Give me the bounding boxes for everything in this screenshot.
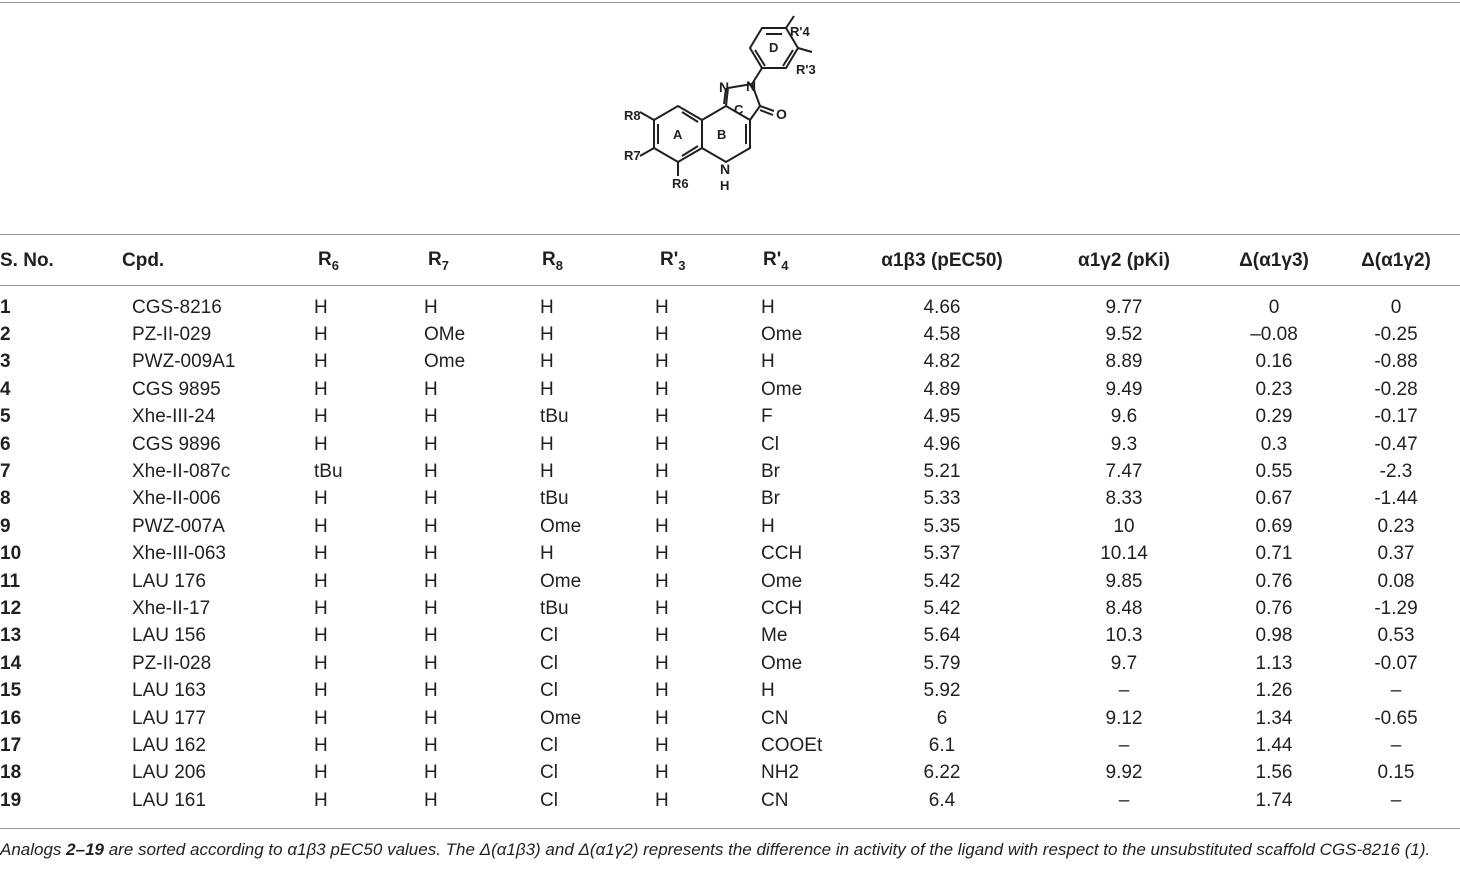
- cell-delta-a1g2: 0.37: [1377, 543, 1415, 565]
- cell-sno: 2: [0, 324, 11, 346]
- cell-r7: H: [424, 543, 438, 565]
- cell-delta-a1g3: 0.76: [1255, 597, 1293, 619]
- cell-a1b3: 5.37: [923, 543, 961, 565]
- cell-r8: H: [540, 461, 554, 483]
- cell-r4p: CN: [761, 789, 789, 811]
- cell-cpd: PZ-II-029: [132, 324, 212, 346]
- cell-sno: 1: [0, 296, 11, 318]
- cell-delta-a1g3: 1.34: [1255, 707, 1293, 729]
- cell-r7: H: [424, 789, 438, 811]
- cell-delta-a1g3: 0.67: [1255, 488, 1293, 510]
- cell-delta-a1g2: 0.53: [1377, 625, 1415, 647]
- cell-delta-a1g3: 0.3: [1260, 433, 1288, 455]
- header-r4p: $R'_4$: [763, 249, 789, 273]
- cell-r6: H: [314, 296, 328, 318]
- cell-sno: 14: [0, 652, 22, 674]
- atom-nh-n: N: [720, 161, 731, 177]
- cell-a1b3: 5.42: [923, 570, 961, 592]
- cell-r8: Ome: [540, 570, 582, 592]
- table-row: [0, 404, 1460, 431]
- cell-r8: Cl: [540, 734, 558, 756]
- cell-r4p: Ome: [761, 652, 803, 674]
- cell-delta-a1g2: -0.65: [1374, 707, 1418, 729]
- header-delta-a1g2: Δ(α1γ2): [1361, 250, 1431, 271]
- cell-delta-a1g3: 0.29: [1255, 406, 1293, 428]
- cell-r4p: H: [761, 515, 775, 537]
- cell-cpd: Xhe-II-087c: [132, 461, 231, 483]
- cell-delta-a1g2: -0.07: [1374, 652, 1418, 674]
- cell-a1b3: 6.1: [928, 734, 956, 756]
- cell-cpd: LAU 206: [132, 762, 206, 784]
- cell-cpd: PZ-II-028: [132, 652, 212, 674]
- table-row: [0, 760, 1460, 787]
- atom-nh-h: H: [720, 178, 730, 193]
- cell-a1b3: 4.82: [923, 351, 961, 373]
- cell-delta-a1g2: -1.44: [1374, 488, 1418, 510]
- cell-cpd: Xhe-II-006: [132, 488, 221, 510]
- cell-r7: H: [424, 762, 438, 784]
- cell-a1b3: 5.33: [923, 488, 961, 510]
- cell-cpd: PWZ-007A: [132, 515, 225, 537]
- cell-cpd: LAU 177: [132, 707, 206, 729]
- bond-lines: [640, 16, 812, 176]
- cell-r8: H: [540, 378, 554, 400]
- cell-cpd: LAU 161: [132, 789, 206, 811]
- cell-r6: H: [314, 789, 328, 811]
- cell-delta-a1g3: 0.76: [1255, 570, 1293, 592]
- cell-delta-a1g3: 1.26: [1255, 680, 1293, 702]
- table-body: [0, 284, 1460, 814]
- cell-delta-a1g2: –: [1390, 789, 1402, 811]
- table-row: [0, 568, 1460, 595]
- cell-sno: 8: [0, 488, 11, 510]
- table-bottom-rule: [0, 828, 1460, 829]
- footnote-text-1: Analogs: [0, 840, 67, 859]
- table-row: [0, 458, 1460, 485]
- cell-a1b3: 5.21: [923, 461, 961, 483]
- cell-r7: H: [424, 296, 438, 318]
- cell-r8: Cl: [540, 762, 558, 784]
- cell-r6: H: [314, 351, 328, 373]
- cell-cpd: PWZ-009A1: [132, 351, 236, 373]
- cell-r8: H: [540, 433, 554, 455]
- cell-r6: H: [314, 680, 328, 702]
- cell-a1g2: 10: [1113, 515, 1135, 537]
- cell-r8: Ome: [540, 515, 582, 537]
- cell-r7: H: [424, 515, 438, 537]
- cell-r3p: H: [655, 652, 669, 674]
- cell-a1b3: 4.89: [923, 378, 961, 400]
- header-r6: $R_6$: [318, 249, 339, 273]
- atom-n1: N: [719, 79, 730, 95]
- header-sno: S. No.: [0, 250, 54, 271]
- substituent-r4p: R'4: [790, 24, 810, 39]
- cell-delta-a1g3: 1.56: [1255, 762, 1293, 784]
- ring-b-label: B: [717, 127, 727, 142]
- cell-r7: H: [424, 597, 438, 619]
- cell-a1g2: 10.14: [1100, 543, 1148, 565]
- table-row: [0, 431, 1460, 458]
- cell-a1g2: –: [1118, 789, 1130, 811]
- cell-r8: Cl: [540, 789, 558, 811]
- header-delta-a1g3: Δ(α1γ3): [1239, 250, 1309, 271]
- header-r3p: $R'_3$: [660, 249, 686, 273]
- footnote-range: 2–19: [66, 840, 104, 859]
- cell-a1g2: 9.92: [1105, 762, 1143, 784]
- cell-r7: H: [424, 461, 438, 483]
- table-row: [0, 732, 1460, 759]
- table-row: [0, 787, 1460, 814]
- cell-r4p: Br: [761, 461, 780, 483]
- cell-delta-a1g3: 0.98: [1255, 625, 1293, 647]
- table-footnote: [0, 838, 1460, 862]
- cell-delta-a1g3: 1.44: [1255, 734, 1293, 756]
- cell-r8: tBu: [540, 488, 569, 510]
- cell-r7: H: [424, 433, 438, 455]
- cell-sno: 15: [0, 680, 22, 702]
- cell-r8: H: [540, 543, 554, 565]
- header-cpd: Cpd.: [122, 250, 165, 271]
- cell-cpd: CGS 9896: [132, 433, 221, 455]
- cell-r3p: H: [655, 433, 669, 455]
- cell-r4p: Me: [761, 625, 788, 647]
- cell-r7: H: [424, 625, 438, 647]
- table-top-rule: [0, 234, 1460, 235]
- cell-r8: Ome: [540, 707, 582, 729]
- cell-a1g2: 9.12: [1105, 707, 1143, 729]
- cell-cpd: LAU 163: [132, 680, 206, 702]
- cell-r3p: H: [655, 461, 669, 483]
- cell-sno: 16: [0, 707, 22, 729]
- cell-r4p: Br: [761, 488, 780, 510]
- cell-delta-a1g2: -0.47: [1374, 433, 1418, 455]
- table-row: [0, 677, 1460, 704]
- cell-r7: H: [424, 734, 438, 756]
- cell-r4p: H: [761, 296, 775, 318]
- cell-r3p: H: [655, 351, 669, 373]
- cell-delta-a1g2: -1.29: [1374, 597, 1418, 619]
- cell-a1g2: 9.6: [1110, 406, 1138, 428]
- cell-r3p: H: [655, 406, 669, 428]
- cell-r4p: CCH: [761, 597, 803, 619]
- cell-r4p: H: [761, 680, 775, 702]
- table-row: [0, 705, 1460, 732]
- cell-r3p: H: [655, 488, 669, 510]
- cell-delta-a1g2: 0.23: [1377, 515, 1415, 537]
- cell-cpd: Xhe-II-17: [132, 597, 211, 619]
- cell-r6: H: [314, 597, 328, 619]
- cell-r6: H: [314, 762, 328, 784]
- cell-a1b3: 5.92: [923, 680, 961, 702]
- cell-delta-a1g3: 0.55: [1255, 461, 1293, 483]
- cell-r8: H: [540, 296, 554, 318]
- atom-o: O: [776, 106, 787, 122]
- cell-delta-a1g3: –0.08: [1250, 324, 1298, 346]
- cell-delta-a1g2: -0.88: [1374, 351, 1418, 373]
- table-row: [0, 541, 1460, 568]
- cell-cpd: LAU 162: [132, 734, 206, 756]
- cell-r6: H: [314, 515, 328, 537]
- cell-delta-a1g2: -0.17: [1374, 406, 1418, 428]
- cell-sno: 6: [0, 433, 11, 455]
- cell-r8: Cl: [540, 625, 558, 647]
- cell-a1g2: 8.48: [1105, 597, 1143, 619]
- footnote-text-2: are sorted according to α1β3 pEC50 values. The Δ(α1β3) and Δ(α1γ2) represents the difference in activity of the ligand with respect to the unsubstituted scaffold CGS-8216 (1).: [104, 840, 1431, 859]
- cell-sno: 17: [0, 734, 22, 756]
- cell-r6: H: [314, 625, 328, 647]
- cell-r8: tBu: [540, 597, 569, 619]
- header-r8: $R_8$: [542, 249, 563, 273]
- table-row: [0, 321, 1460, 348]
- cell-a1b3: 4.66: [923, 296, 961, 318]
- cell-r6: H: [314, 652, 328, 674]
- header-a1b3: α1β3 (pEC50): [881, 250, 1003, 271]
- cell-r3p: H: [655, 762, 669, 784]
- cell-r7: H: [424, 680, 438, 702]
- cell-a1g2: –: [1118, 734, 1130, 756]
- header-a1g2: α1γ2 (pKi): [1078, 250, 1170, 271]
- cell-r7: OMe: [424, 324, 466, 346]
- cell-r7: H: [424, 378, 438, 400]
- cell-r8: H: [540, 351, 554, 373]
- cell-r6: H: [314, 406, 328, 428]
- cell-r3p: H: [655, 324, 669, 346]
- cell-a1g2: 9.7: [1110, 652, 1138, 674]
- header-r7: $R_7$: [428, 249, 449, 273]
- cell-a1g2: 9.77: [1105, 296, 1143, 318]
- cell-r7: H: [424, 570, 438, 592]
- table-row: [0, 623, 1460, 650]
- table-row: [0, 650, 1460, 677]
- cell-a1b3: 5.79: [923, 652, 961, 674]
- cell-r3p: H: [655, 515, 669, 537]
- cell-sno: 12: [0, 597, 22, 619]
- cell-sno: 19: [0, 789, 22, 811]
- cell-cpd: LAU 176: [132, 570, 206, 592]
- ring-a-label: A: [673, 127, 683, 142]
- cell-delta-a1g3: 0.16: [1255, 351, 1293, 373]
- cell-r4p: Cl: [761, 433, 779, 455]
- chemical-structure-diagram: [600, 14, 820, 224]
- cell-a1b3: 5.42: [923, 597, 961, 619]
- cell-cpd: Xhe-III-063: [132, 543, 226, 565]
- cell-delta-a1g2: 0.08: [1377, 570, 1415, 592]
- cell-r3p: H: [655, 296, 669, 318]
- cell-delta-a1g3: 0: [1268, 296, 1280, 318]
- cell-r7: H: [424, 488, 438, 510]
- substituent-r3p: R'3: [796, 62, 816, 77]
- cell-delta-a1g2: -0.25: [1374, 324, 1418, 346]
- cell-sno: 4: [0, 378, 11, 400]
- cell-r3p: H: [655, 378, 669, 400]
- cell-r3p: H: [655, 543, 669, 565]
- compound-table: [0, 238, 1460, 814]
- substituent-r8: R8: [624, 108, 641, 123]
- cell-r4p: CCH: [761, 543, 803, 565]
- cell-a1g2: 9.85: [1105, 570, 1143, 592]
- cell-a1g2: –: [1118, 680, 1130, 702]
- cell-a1g2: 8.89: [1105, 351, 1143, 373]
- cell-a1b3: 6.22: [923, 762, 961, 784]
- cell-delta-a1g2: -2.3: [1379, 461, 1413, 483]
- cell-sno: 9: [0, 515, 11, 537]
- cell-delta-a1g2: 0: [1390, 296, 1402, 318]
- cell-r8: Cl: [540, 652, 558, 674]
- cell-cpd: Xhe-III-24: [132, 406, 216, 428]
- cell-r8: Cl: [540, 680, 558, 702]
- cell-delta-a1g3: 0.71: [1255, 543, 1293, 565]
- cell-r6: H: [314, 570, 328, 592]
- cell-delta-a1g3: 1.13: [1255, 652, 1293, 674]
- table-row: [0, 595, 1460, 622]
- table-row: [0, 513, 1460, 540]
- cell-r4p: F: [761, 406, 773, 428]
- cell-r6: H: [314, 543, 328, 565]
- cell-r6: H: [314, 488, 328, 510]
- cell-r7: H: [424, 707, 438, 729]
- cell-a1g2: 8.33: [1105, 488, 1143, 510]
- cell-r8: H: [540, 324, 554, 346]
- cell-delta-a1g2: –: [1390, 734, 1402, 756]
- cell-a1g2: 9.3: [1110, 433, 1138, 455]
- cell-a1b3: 5.35: [923, 515, 961, 537]
- cell-r4p: Ome: [761, 378, 803, 400]
- atom-n2: N: [746, 78, 757, 94]
- table-row: [0, 349, 1460, 376]
- cell-r3p: H: [655, 597, 669, 619]
- cell-delta-a1g3: 0.69: [1255, 515, 1293, 537]
- cell-a1g2: 10.3: [1105, 625, 1143, 647]
- cell-r6: tBu: [314, 461, 343, 483]
- cell-r6: H: [314, 433, 328, 455]
- cell-r3p: H: [655, 734, 669, 756]
- substituent-r6: R6: [672, 176, 689, 191]
- cell-delta-a1g2: -0.28: [1374, 378, 1418, 400]
- table-row: [0, 486, 1460, 513]
- cell-r8: tBu: [540, 406, 569, 428]
- table-header-row: [0, 238, 1460, 284]
- cell-r6: H: [314, 324, 328, 346]
- cell-r4p: COOEt: [761, 734, 823, 756]
- cell-delta-a1g3: 0.23: [1255, 378, 1293, 400]
- cell-a1g2: 9.52: [1105, 324, 1143, 346]
- cell-delta-a1g2: 0.15: [1377, 762, 1415, 784]
- cell-cpd: LAU 156: [132, 625, 206, 647]
- cell-r3p: H: [655, 570, 669, 592]
- cell-r3p: H: [655, 625, 669, 647]
- cell-sno: 10: [0, 543, 22, 565]
- cell-sno: 13: [0, 625, 22, 647]
- ring-c-label: C: [734, 102, 744, 117]
- cell-a1b3: 4.95: [923, 406, 961, 428]
- cell-sno: 5: [0, 406, 11, 428]
- cell-r7: H: [424, 406, 438, 428]
- cell-r3p: H: [655, 789, 669, 811]
- cell-cpd: CGS-8216: [132, 296, 222, 318]
- cell-r4p: Ome: [761, 570, 803, 592]
- cell-a1b3: 6.4: [928, 789, 956, 811]
- cell-sno: 11: [0, 570, 21, 592]
- ring-d-label: D: [769, 40, 779, 55]
- substituent-r7: R7: [624, 148, 641, 163]
- cell-delta-a1g3: 1.74: [1255, 789, 1293, 811]
- cell-r7: H: [424, 652, 438, 674]
- cell-r7: Ome: [424, 351, 466, 373]
- cell-r4p: NH2: [761, 762, 800, 784]
- table-row: [0, 376, 1460, 403]
- cell-sno: 18: [0, 762, 22, 784]
- cell-r3p: H: [655, 680, 669, 702]
- cell-r6: H: [314, 707, 328, 729]
- cell-a1b3: 4.58: [923, 324, 961, 346]
- cell-r6: H: [314, 378, 328, 400]
- top-rule: [0, 2, 1460, 3]
- cell-r3p: H: [655, 707, 669, 729]
- cell-a1g2: 7.47: [1105, 461, 1143, 483]
- cell-cpd: CGS 9895: [132, 378, 221, 400]
- cell-a1g2: 9.49: [1105, 378, 1143, 400]
- cell-r4p: H: [761, 351, 775, 373]
- cell-r4p: Ome: [761, 324, 803, 346]
- cell-sno: 3: [0, 351, 11, 373]
- cell-a1b3: 6: [936, 707, 948, 729]
- cell-r4p: CN: [761, 707, 789, 729]
- table-row: [0, 284, 1460, 321]
- cell-sno: 7: [0, 461, 11, 483]
- cell-a1b3: 5.64: [923, 625, 961, 647]
- cell-r6: H: [314, 734, 328, 756]
- cell-delta-a1g2: –: [1390, 680, 1402, 702]
- cell-a1b3: 4.96: [923, 433, 961, 455]
